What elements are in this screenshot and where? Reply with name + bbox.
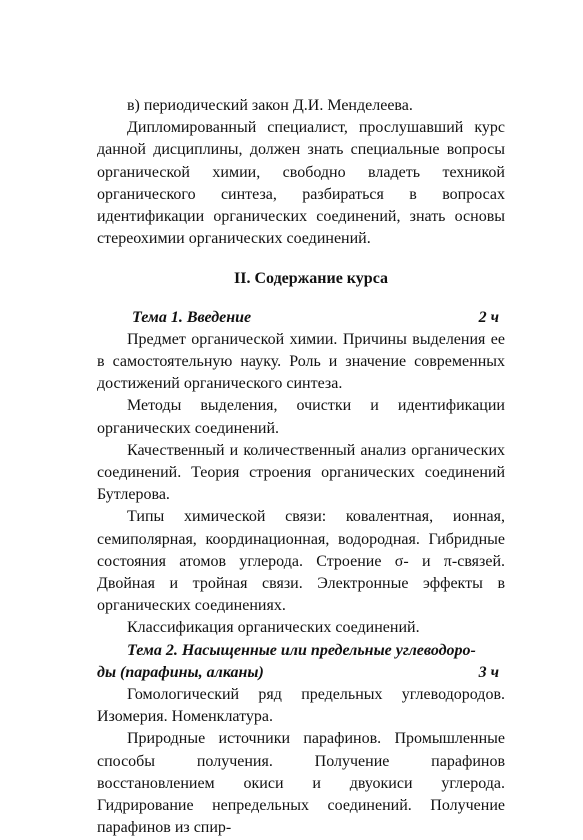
intro-graduate-paragraph: Дипломированный специалист, прослушавший курс данной дисциплины, должен знать специальные вопросы органической химии, свободно владеть техникой органического синтеза, разбираться в вопросах идентификации органических соединений, знать основы стереохимии органических соединений. xyxy=(97,119,505,248)
topic2-title-line1: Тема 2. Насыщенные или предельные углеводоро- xyxy=(127,641,476,659)
topic1-paragraph: Типы химической связи: ковалентная, ионная, семиполярная, координационная, водородная. Гибридные состояния атомов углерода. Строение σ- и π-связей. Двойная и тройная связи. Электронные эффекты в органических соединениях. xyxy=(97,508,505,615)
topic2-title-line2: ды (парафины, алканы) xyxy=(97,663,264,681)
page-text xyxy=(97,95,505,840)
topic2-hours: 3 ч xyxy=(478,663,499,681)
topic1-paragraph: Классификация органических соединений. xyxy=(127,619,420,637)
section-title: II. Содержание курса xyxy=(234,270,388,288)
topic2-heading xyxy=(97,662,505,684)
topic1-paragraph: Качественный и количественный анализ органических соединений. Теория строения органических соединений Бутлерова. xyxy=(97,441,505,504)
topic1-heading xyxy=(97,307,505,329)
topic2-paragraph: Природные источники парафинов. Промышленные способы получения. Получение парафинов восстановлением окиси и двуокиси углерода. Гидрирование непредельных соединений. Получение парафинов из спир- xyxy=(97,730,505,837)
intro-item-c: в) периодический закон Д.И. Менделеева. xyxy=(127,97,413,114)
topic1-title: Тема 1. Введение xyxy=(132,308,252,326)
topic1-paragraph: Предмет органической химии. Причины выделения ее в самостоятельную науку. Роль и значение современных достижений органического синтеза. xyxy=(97,330,505,393)
topic2-paragraph: Гомологический ряд предельных углеводородов. Изомерия. Номенклатура. xyxy=(97,686,505,726)
topic1-paragraph: Методы выделения, очистки и идентификации органических соединений. xyxy=(97,397,505,437)
topic1-hours: 2 ч xyxy=(478,308,499,326)
